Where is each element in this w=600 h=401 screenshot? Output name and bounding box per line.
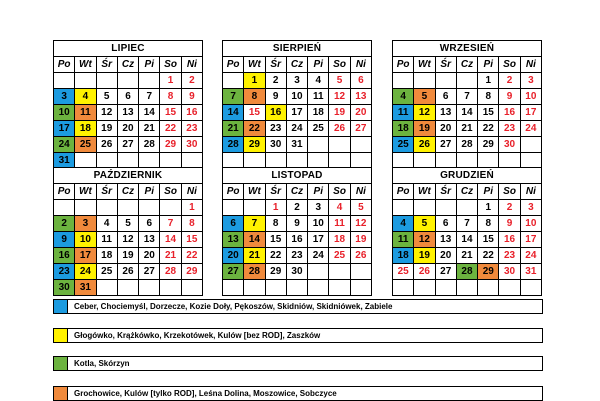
day-cell: 19	[117, 248, 138, 264]
day-cell: 29	[160, 137, 181, 153]
weekday-header: Cz	[286, 184, 307, 200]
empty-day-cell	[520, 137, 541, 153]
empty-day-cell	[308, 264, 329, 280]
weekday-header: Cz	[117, 57, 138, 73]
day-cell: 4	[393, 89, 414, 105]
empty-day-cell	[117, 280, 138, 296]
weekday-header: Po	[223, 57, 244, 73]
weekday-header: Śr	[96, 57, 117, 73]
empty-day-cell	[520, 280, 541, 296]
day-cell: 26	[350, 248, 371, 264]
day-cell: 21	[456, 248, 477, 264]
day-cell: 23	[265, 121, 286, 137]
empty-day-cell	[75, 200, 96, 216]
legend-text: Grochowice, Kulów [tylko ROD], Leśna Dolina, Moszowice, Sobczyce	[74, 389, 337, 398]
day-cell: 8	[181, 216, 202, 232]
day-cell: 1	[181, 200, 202, 216]
weekday-header: Ni	[350, 57, 371, 73]
day-cell: 25	[308, 121, 329, 137]
day-cell: 2	[499, 73, 520, 89]
day-cell: 22	[160, 121, 181, 137]
weekday-header: Wt	[414, 184, 435, 200]
legend-item	[53, 386, 543, 401]
empty-day-cell	[308, 137, 329, 153]
legend-color-swatch	[54, 357, 68, 370]
day-cell: 30	[181, 137, 202, 153]
day-cell: 9	[286, 216, 307, 232]
day-cell: 21	[139, 121, 160, 137]
weekday-header: Po	[223, 184, 244, 200]
empty-day-cell	[329, 137, 350, 153]
day-cell: 30	[499, 137, 520, 153]
day-cell: 20	[117, 121, 138, 137]
day-cell: 9	[54, 232, 75, 248]
day-cell: 11	[96, 232, 117, 248]
day-cell: 12	[96, 105, 117, 121]
weekday-header: So	[329, 57, 350, 73]
day-cell: 20	[435, 121, 456, 137]
weekday-header: Cz	[456, 57, 477, 73]
empty-day-cell	[393, 73, 414, 89]
weekday-header: Cz	[456, 184, 477, 200]
day-cell: 17	[520, 232, 541, 248]
day-cell: 14	[456, 105, 477, 121]
weekday-header: So	[160, 184, 181, 200]
month-title: WRZESIEŃ	[393, 41, 542, 57]
empty-day-cell	[117, 200, 138, 216]
day-cell: 15	[244, 105, 265, 121]
day-cell: 19	[414, 121, 435, 137]
empty-day-cell	[244, 280, 265, 296]
day-cell: 18	[96, 248, 117, 264]
weekday-header: Cz	[286, 57, 307, 73]
day-cell: 4	[96, 216, 117, 232]
day-cell: 27	[435, 264, 456, 280]
day-cell: 15	[181, 232, 202, 248]
empty-day-cell	[181, 280, 202, 296]
day-cell: 7	[244, 216, 265, 232]
day-cell: 12	[414, 232, 435, 248]
day-cell: 19	[350, 232, 371, 248]
day-cell: 1	[265, 200, 286, 216]
day-cell: 11	[308, 89, 329, 105]
legend-item	[53, 299, 543, 314]
weekday-header: Pi	[308, 184, 329, 200]
legend-text: Ceber, Chociemyśl, Dorzecze, Kozie Doły, Pękoszów, Skidniów, Skidniówek, Zabiele	[74, 302, 393, 311]
day-cell: 26	[414, 137, 435, 153]
legend-item	[53, 356, 543, 371]
day-cell: 28	[139, 137, 160, 153]
day-cell: 13	[117, 105, 138, 121]
day-cell: 11	[75, 105, 96, 121]
day-cell: 7	[139, 89, 160, 105]
day-cell: 12	[117, 232, 138, 248]
weekday-header: Po	[54, 57, 75, 73]
weekday-header: Wt	[75, 57, 96, 73]
day-cell: 2	[265, 73, 286, 89]
day-cell: 10	[286, 89, 307, 105]
day-cell: 5	[414, 89, 435, 105]
weekday-header: Wt	[414, 57, 435, 73]
day-cell: 29	[265, 264, 286, 280]
day-cell: 29	[181, 264, 202, 280]
day-cell: 25	[75, 137, 96, 153]
empty-day-cell	[435, 280, 456, 296]
day-cell: 14	[139, 105, 160, 121]
day-cell: 7	[223, 89, 244, 105]
day-cell: 9	[499, 216, 520, 232]
empty-day-cell	[350, 280, 371, 296]
weekday-header: Śr	[265, 57, 286, 73]
day-cell: 28	[456, 264, 477, 280]
day-cell: 9	[181, 89, 202, 105]
weekday-header: Pi	[478, 57, 499, 73]
day-cell: 3	[520, 200, 541, 216]
day-cell: 16	[54, 248, 75, 264]
day-cell: 16	[286, 232, 307, 248]
weekday-header: Śr	[265, 184, 286, 200]
day-cell: 26	[96, 137, 117, 153]
empty-day-cell	[414, 280, 435, 296]
day-cell: 24	[308, 248, 329, 264]
day-cell: 23	[499, 248, 520, 264]
day-cell: 25	[329, 248, 350, 264]
day-cell: 30	[54, 280, 75, 296]
day-cell: 28	[160, 264, 181, 280]
day-cell: 24	[54, 137, 75, 153]
empty-day-cell	[96, 73, 117, 89]
day-cell: 6	[435, 216, 456, 232]
day-cell: 26	[414, 264, 435, 280]
day-cell: 8	[244, 89, 265, 105]
day-cell: 1	[244, 73, 265, 89]
day-cell: 22	[181, 248, 202, 264]
empty-day-cell	[478, 280, 499, 296]
day-cell: 30	[286, 264, 307, 280]
day-cell: 20	[435, 248, 456, 264]
day-cell: 3	[520, 73, 541, 89]
day-cell: 11	[393, 232, 414, 248]
month-title: GRUDZIEŃ	[393, 168, 542, 184]
weekday-header: Wt	[244, 57, 265, 73]
weekday-header: Pi	[139, 184, 160, 200]
empty-day-cell	[96, 200, 117, 216]
day-cell: 27	[139, 264, 160, 280]
day-cell: 7	[456, 89, 477, 105]
day-cell: 6	[223, 216, 244, 232]
day-cell: 5	[117, 216, 138, 232]
empty-day-cell	[54, 73, 75, 89]
day-cell: 2	[286, 200, 307, 216]
day-cell: 24	[520, 248, 541, 264]
day-cell: 23	[181, 121, 202, 137]
day-cell: 4	[393, 216, 414, 232]
day-cell: 7	[456, 216, 477, 232]
legend-color-swatch	[54, 387, 68, 400]
day-cell: 1	[160, 73, 181, 89]
day-cell: 10	[520, 89, 541, 105]
day-cell: 4	[308, 73, 329, 89]
day-cell: 29	[478, 137, 499, 153]
empty-day-cell	[286, 280, 307, 296]
day-cell: 3	[75, 216, 96, 232]
day-cell: 29	[244, 137, 265, 153]
day-cell: 16	[265, 105, 286, 121]
day-cell: 12	[350, 216, 371, 232]
legend-text: Głogówko, Krążkówko, Krzekotówek, Kulów [bez ROD], Zaszków	[74, 331, 321, 340]
day-cell: 2	[499, 200, 520, 216]
weekday-header: Pi	[308, 57, 329, 73]
weekday-header: Pi	[478, 184, 499, 200]
empty-day-cell	[350, 137, 371, 153]
day-cell: 24	[75, 264, 96, 280]
day-cell: 26	[329, 121, 350, 137]
day-cell: 19	[414, 248, 435, 264]
empty-day-cell	[456, 280, 477, 296]
day-cell: 5	[96, 89, 117, 105]
empty-day-cell	[75, 73, 96, 89]
month-table	[222, 167, 372, 296]
day-cell: 24	[286, 121, 307, 137]
day-cell: 17	[520, 105, 541, 121]
weekday-header: Pi	[139, 57, 160, 73]
day-cell: 16	[181, 105, 202, 121]
day-cell: 20	[139, 248, 160, 264]
day-cell: 14	[244, 232, 265, 248]
day-cell: 31	[286, 137, 307, 153]
day-cell: 13	[139, 232, 160, 248]
weekday-header: So	[499, 57, 520, 73]
day-cell: 22	[478, 121, 499, 137]
day-cell: 1	[478, 200, 499, 216]
empty-day-cell	[393, 280, 414, 296]
weekday-header: Śr	[435, 57, 456, 73]
weekday-header: Ni	[520, 184, 541, 200]
weekday-header: Wt	[75, 184, 96, 200]
legend-text: Kotla, Skórzyn	[74, 359, 130, 368]
day-cell: 31	[54, 153, 75, 169]
empty-day-cell	[414, 73, 435, 89]
empty-day-cell	[265, 280, 286, 296]
day-cell: 27	[223, 264, 244, 280]
day-cell: 15	[265, 232, 286, 248]
month-table	[392, 40, 542, 169]
weekday-header: So	[499, 184, 520, 200]
day-cell: 10	[520, 216, 541, 232]
day-cell: 8	[478, 89, 499, 105]
day-cell: 22	[265, 248, 286, 264]
day-cell: 16	[499, 232, 520, 248]
weekday-header: Śr	[435, 184, 456, 200]
day-cell: 12	[414, 105, 435, 121]
day-cell: 5	[329, 73, 350, 89]
empty-day-cell	[435, 200, 456, 216]
day-cell: 29	[478, 264, 499, 280]
day-cell: 9	[265, 89, 286, 105]
weekday-header: Cz	[117, 184, 138, 200]
day-cell: 31	[520, 264, 541, 280]
day-cell: 17	[308, 232, 329, 248]
empty-day-cell	[139, 280, 160, 296]
empty-day-cell	[435, 73, 456, 89]
day-cell: 15	[160, 105, 181, 121]
day-cell: 25	[393, 264, 414, 280]
day-cell: 10	[75, 232, 96, 248]
month-table	[53, 167, 203, 296]
day-cell: 6	[435, 89, 456, 105]
day-cell: 25	[96, 264, 117, 280]
day-cell: 9	[499, 89, 520, 105]
day-cell: 14	[223, 105, 244, 121]
weekday-header: Po	[393, 57, 414, 73]
weekday-header: Ni	[181, 184, 202, 200]
day-cell: 21	[244, 248, 265, 264]
empty-day-cell	[456, 200, 477, 216]
empty-day-cell	[139, 73, 160, 89]
empty-day-cell	[329, 280, 350, 296]
day-cell: 11	[329, 216, 350, 232]
weekday-header: So	[160, 57, 181, 73]
empty-day-cell	[223, 200, 244, 216]
weekday-header: Śr	[96, 184, 117, 200]
day-cell: 15	[478, 232, 499, 248]
day-cell: 30	[499, 264, 520, 280]
month-title: PAŹDZIERNIK	[54, 168, 203, 184]
day-cell: 27	[350, 121, 371, 137]
day-cell: 8	[478, 216, 499, 232]
empty-day-cell	[308, 280, 329, 296]
day-cell: 27	[435, 137, 456, 153]
day-cell: 16	[499, 105, 520, 121]
empty-day-cell	[329, 264, 350, 280]
day-cell: 17	[75, 248, 96, 264]
empty-day-cell	[139, 200, 160, 216]
day-cell: 23	[286, 248, 307, 264]
month-table	[392, 167, 542, 296]
day-cell: 25	[393, 137, 414, 153]
day-cell: 5	[414, 216, 435, 232]
weekday-header: Wt	[244, 184, 265, 200]
empty-day-cell	[117, 73, 138, 89]
day-cell: 13	[350, 89, 371, 105]
day-cell: 22	[244, 121, 265, 137]
day-cell: 14	[160, 232, 181, 248]
day-cell: 2	[54, 216, 75, 232]
day-cell: 27	[117, 137, 138, 153]
day-cell: 6	[117, 89, 138, 105]
day-cell: 19	[96, 121, 117, 137]
day-cell: 18	[75, 121, 96, 137]
day-cell: 30	[265, 137, 286, 153]
empty-day-cell	[393, 200, 414, 216]
weekday-header: Po	[54, 184, 75, 200]
day-cell: 23	[499, 121, 520, 137]
day-cell: 18	[393, 121, 414, 137]
day-cell: 13	[223, 232, 244, 248]
day-cell: 28	[223, 137, 244, 153]
day-cell: 3	[54, 89, 75, 105]
empty-day-cell	[54, 200, 75, 216]
day-cell: 21	[160, 248, 181, 264]
empty-day-cell	[223, 280, 244, 296]
day-cell: 19	[329, 105, 350, 121]
day-cell: 4	[75, 89, 96, 105]
day-cell: 8	[160, 89, 181, 105]
empty-day-cell	[456, 73, 477, 89]
empty-day-cell	[414, 200, 435, 216]
day-cell: 18	[393, 248, 414, 264]
day-cell: 1	[478, 73, 499, 89]
day-cell: 20	[350, 105, 371, 121]
month-title: SIERPIEŃ	[223, 41, 372, 57]
empty-day-cell	[350, 264, 371, 280]
empty-day-cell	[160, 200, 181, 216]
empty-day-cell	[244, 200, 265, 216]
day-cell: 28	[456, 137, 477, 153]
empty-day-cell	[223, 73, 244, 89]
day-cell: 15	[478, 105, 499, 121]
legend-color-swatch	[54, 300, 68, 313]
weekday-header: Ni	[350, 184, 371, 200]
day-cell: 13	[435, 105, 456, 121]
weekday-header: Po	[393, 184, 414, 200]
month-title: LIPIEC	[54, 41, 203, 57]
legend-color-swatch	[54, 329, 68, 342]
weekday-header: So	[329, 184, 350, 200]
day-cell: 17	[286, 105, 307, 121]
legend-item	[53, 328, 543, 343]
day-cell: 17	[54, 121, 75, 137]
day-cell: 14	[456, 232, 477, 248]
day-cell: 21	[456, 121, 477, 137]
day-cell: 11	[393, 105, 414, 121]
day-cell: 18	[329, 232, 350, 248]
month-title: LISTOPAD	[223, 168, 372, 184]
day-cell: 12	[329, 89, 350, 105]
month-table	[222, 40, 372, 169]
day-cell: 7	[160, 216, 181, 232]
day-cell: 6	[139, 216, 160, 232]
day-cell: 10	[54, 105, 75, 121]
day-cell: 2	[181, 73, 202, 89]
day-cell: 18	[308, 105, 329, 121]
day-cell: 31	[75, 280, 96, 296]
month-table	[53, 40, 203, 169]
weekday-header: Ni	[520, 57, 541, 73]
empty-day-cell	[499, 280, 520, 296]
day-cell: 26	[117, 264, 138, 280]
day-cell: 13	[435, 232, 456, 248]
day-cell: 8	[265, 216, 286, 232]
day-cell: 4	[329, 200, 350, 216]
day-cell: 21	[223, 121, 244, 137]
empty-day-cell	[160, 280, 181, 296]
empty-day-cell	[96, 280, 117, 296]
weekday-header: Ni	[181, 57, 202, 73]
day-cell: 23	[54, 264, 75, 280]
day-cell: 10	[308, 216, 329, 232]
day-cell: 28	[244, 264, 265, 280]
day-cell: 6	[350, 73, 371, 89]
day-cell: 3	[308, 200, 329, 216]
day-cell: 5	[350, 200, 371, 216]
day-cell: 24	[520, 121, 541, 137]
day-cell: 20	[223, 248, 244, 264]
day-cell: 3	[286, 73, 307, 89]
day-cell: 22	[478, 248, 499, 264]
